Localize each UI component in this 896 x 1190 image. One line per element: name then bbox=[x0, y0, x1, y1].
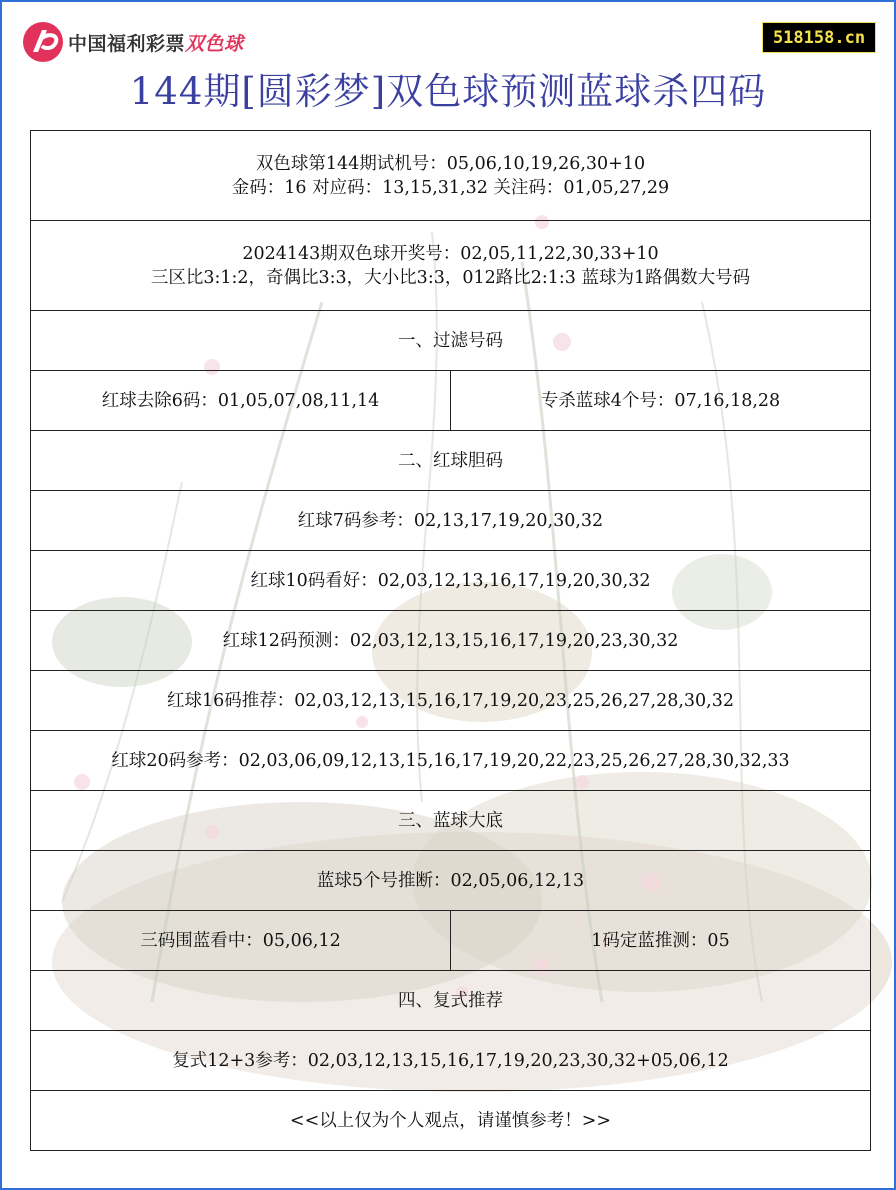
blue1-cell: 1码定蓝推测：05 bbox=[451, 911, 871, 970]
table-row bbox=[31, 131, 871, 221]
logo-text-cn: 中国福利彩票 bbox=[68, 32, 186, 55]
page-title: 144期[圆彩梦]双色球预测蓝球杀四码 bbox=[129, 70, 767, 113]
red20-cell: 红球20码参考：02,03,06,09,12,13,15,16,17,19,20,22,23,25,26,27,28,30,32,33 bbox=[31, 731, 871, 790]
table-row bbox=[31, 611, 871, 671]
test-number-text: 双色球第144期试机号：05,06,10,19,26,30+10 bbox=[255, 153, 646, 174]
red7-cell: 红球7码参考：02,13,17,19,20,30,32 bbox=[31, 491, 871, 550]
table-row bbox=[31, 851, 871, 911]
site-badge[interactable]: 518158.cn bbox=[762, 22, 876, 53]
red12-cell: 红球12码预测：02,03,12,13,15,16,17,19,20,23,30,32 bbox=[31, 611, 871, 670]
draw-analysis-text: 三区比3:1:2，奇偶比3:3，大小比3:3，012路比2:1:3 蓝球为1路偶数大号码 bbox=[150, 267, 751, 288]
welfare-lottery-logo bbox=[20, 20, 244, 64]
red10-cell: 红球10码看好：02,03,12,13,16,17,19,20,30,32 bbox=[31, 551, 871, 610]
table-row bbox=[31, 671, 871, 731]
table-row bbox=[31, 311, 871, 371]
section-heading-combo: 四、复式推荐 bbox=[31, 971, 871, 1030]
table-row bbox=[31, 431, 871, 491]
red-remove-cell: 红球去除6码：01,05,07,08,11,14 bbox=[31, 371, 451, 430]
table-row bbox=[31, 221, 871, 311]
table-row bbox=[31, 551, 871, 611]
section-heading-filter: 一、过滤号码 bbox=[31, 311, 871, 370]
section-heading-blue: 三、蓝球大底 bbox=[31, 791, 871, 850]
table-row bbox=[31, 1091, 871, 1151]
gold-code-text: 金码：16 对应码：13,15,31,32 关注码：01,05,27,29 bbox=[231, 177, 670, 198]
blue3-cell: 三码围蓝看中：05,06,12 bbox=[31, 911, 451, 970]
combo-cell: 复式12+3参考：02,03,12,13,15,16,17,19,20,23,30,32+05,06,12 bbox=[31, 1031, 871, 1090]
blue5-cell: 蓝球5个号推断：02,05,06,12,13 bbox=[31, 851, 871, 910]
table-row bbox=[31, 911, 871, 971]
table-row bbox=[31, 1031, 871, 1091]
disclaimer-cell: <<以上仅为个人观点，请谨慎参考！>> bbox=[31, 1091, 871, 1150]
test-number-cell bbox=[31, 131, 871, 220]
logo-text bbox=[68, 29, 244, 56]
table-row bbox=[31, 971, 871, 1031]
blue-kill-cell: 专杀蓝球4个号：07,16,18,28 bbox=[451, 371, 871, 430]
draw-result-text: 2024143期双色球开奖号：02,05,11,22,30,33+10 bbox=[242, 243, 659, 264]
table-row bbox=[31, 491, 871, 551]
prediction-table bbox=[30, 130, 871, 1151]
red16-cell: 红球16码推荐：02,03,12,13,15,16,17,19,20,23,25,26,27,28,30,32 bbox=[31, 671, 871, 730]
section-heading-red: 二、红球胆码 bbox=[31, 431, 871, 490]
table-row bbox=[31, 731, 871, 791]
logo-text-brand: 双色球 bbox=[185, 32, 244, 55]
draw-result-cell bbox=[31, 221, 871, 310]
lottery-logo-icon bbox=[20, 20, 66, 64]
table-row bbox=[31, 791, 871, 851]
table-row bbox=[31, 371, 871, 431]
